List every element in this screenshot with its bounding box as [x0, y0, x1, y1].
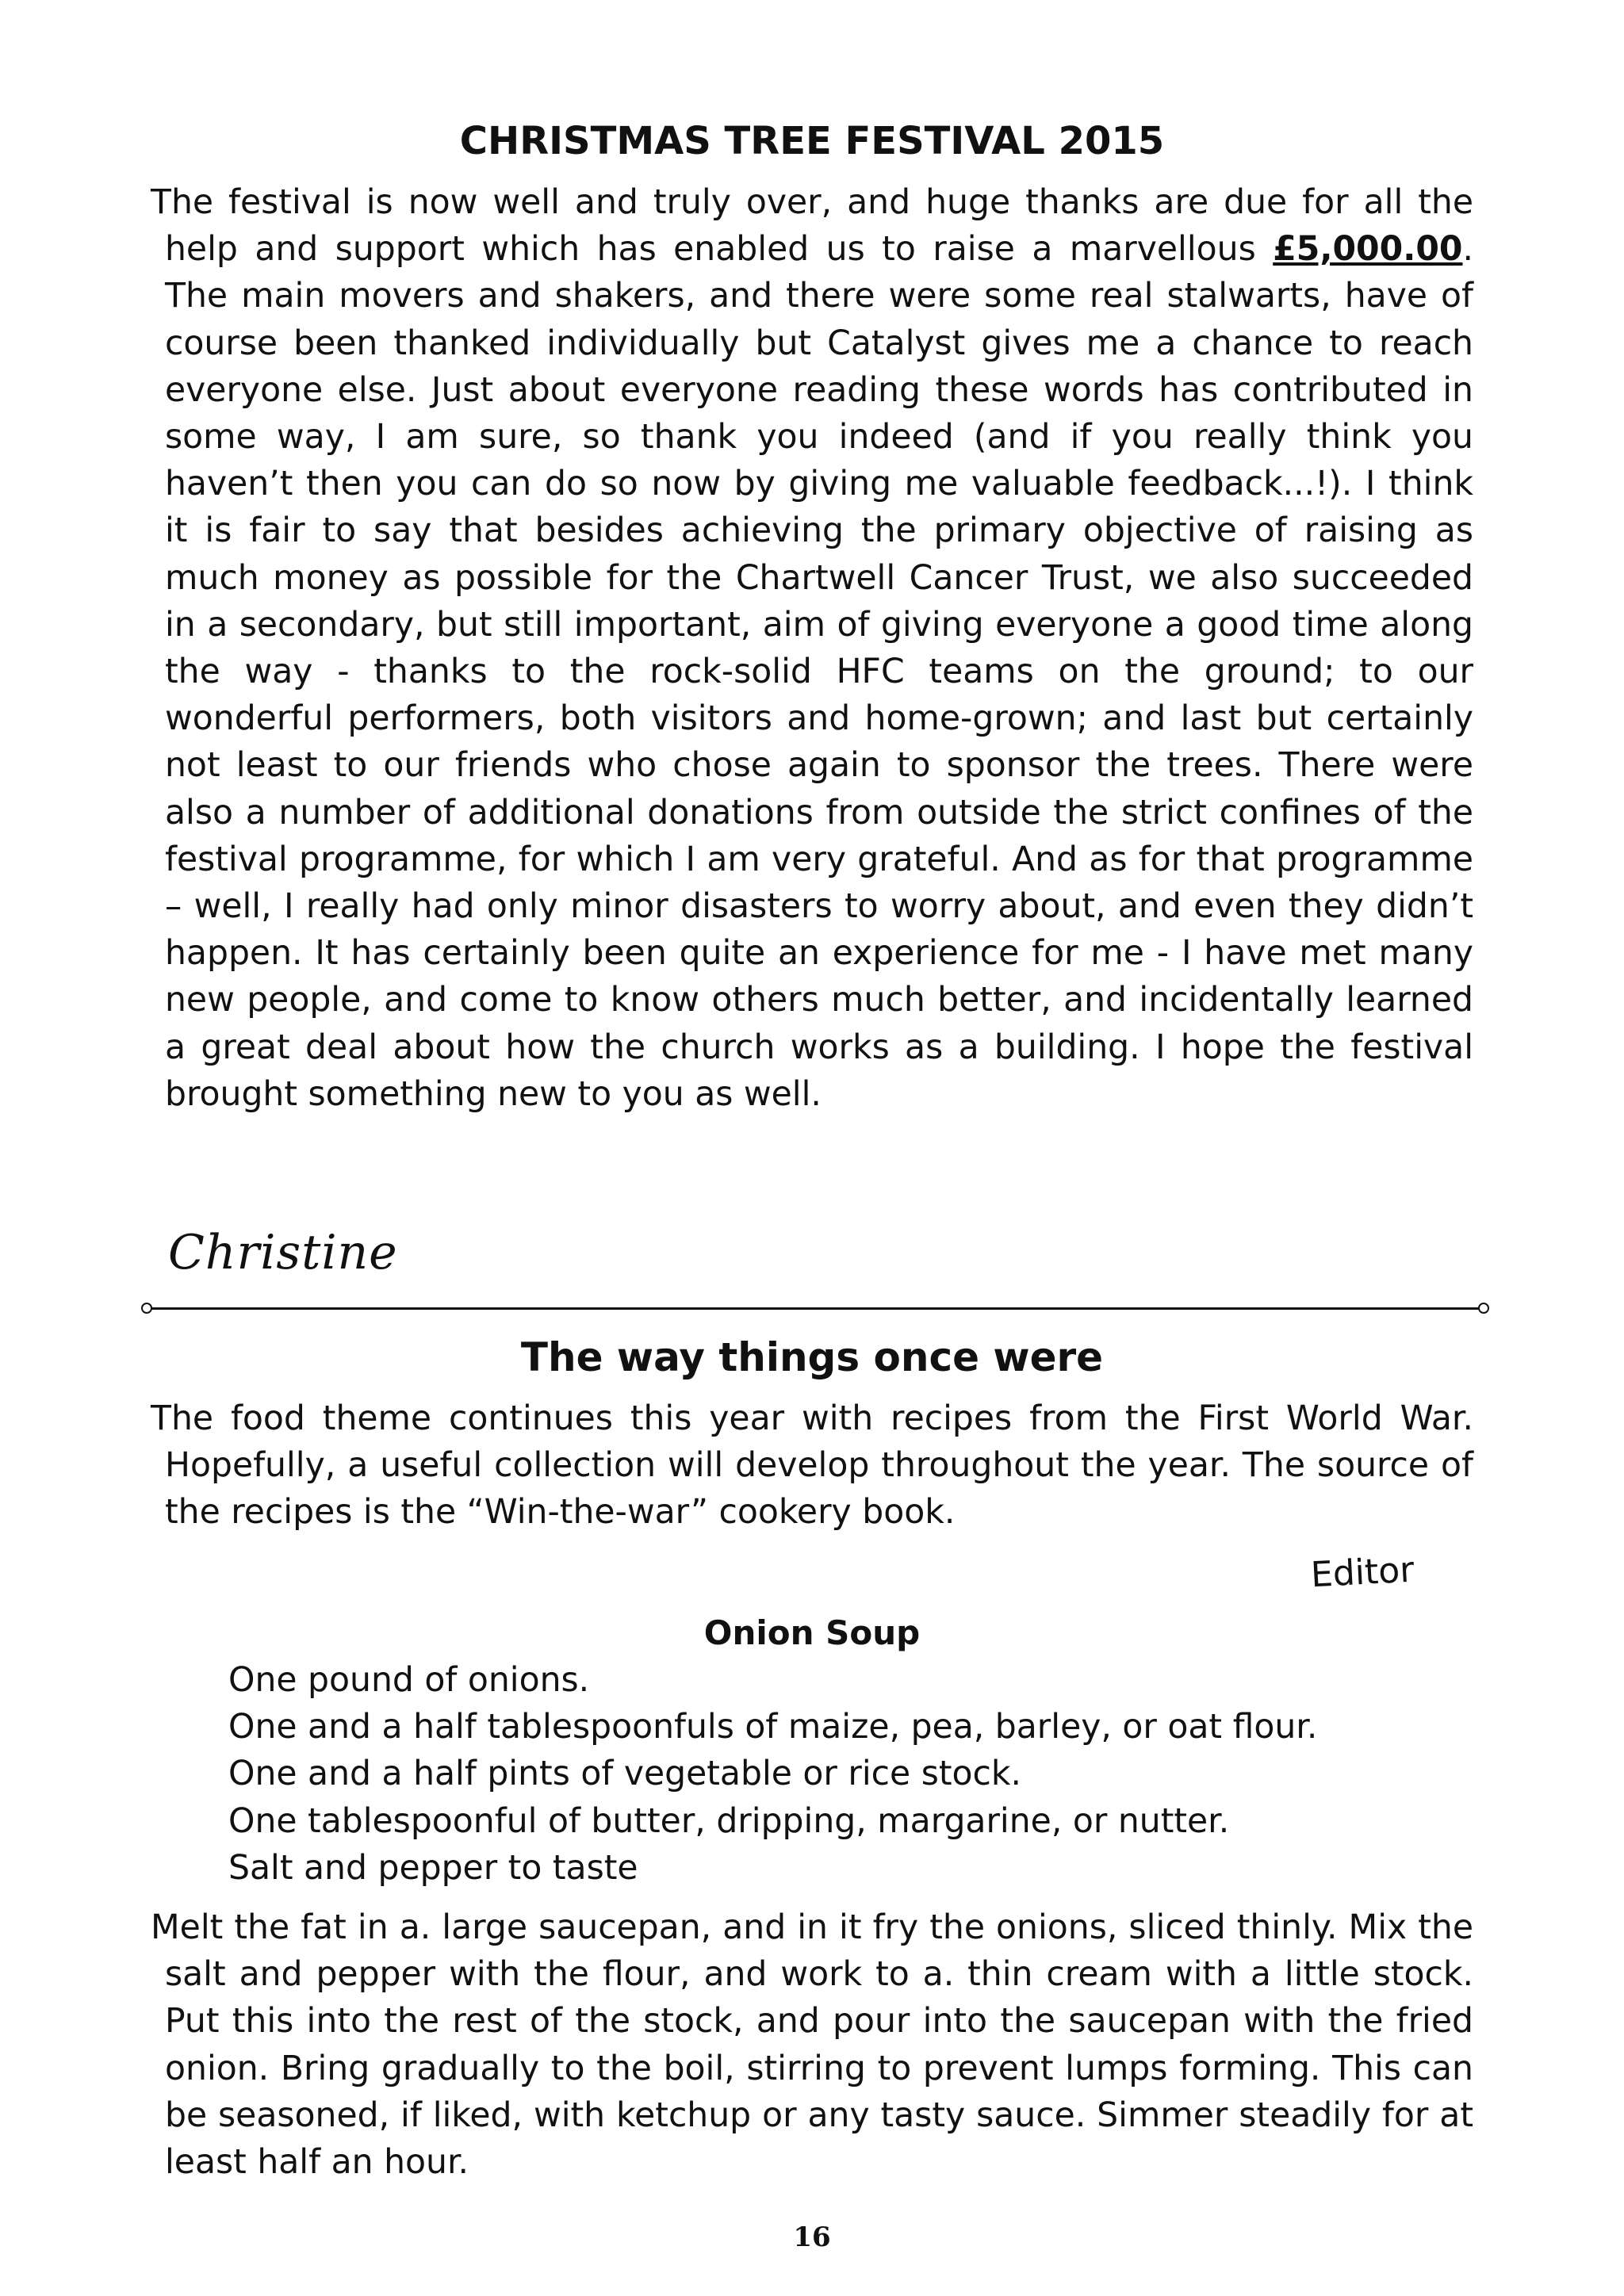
- ingredient-item: One and a half pints of vegetable or rice stock.: [228, 1755, 1021, 1794]
- divider-end-dot-left: [141, 1303, 152, 1314]
- section-divider: [141, 1300, 1489, 1316]
- divider-line: [149, 1307, 1481, 1310]
- ingredient-item: One pound of onions.: [228, 1661, 590, 1700]
- amount-raised: £5,000.00: [1273, 230, 1463, 270]
- signature-christine: Christine: [168, 1225, 398, 1280]
- history-intro: The food theme continues this year with recipes from the First World War. Hopefully, a useful collection will develop throughout the year. The source of the recipes is the “Win-the-war” cookery book.: [151, 1399, 1473, 1533]
- festival-body-rest: . The main movers and shakers, and there were some real stalwarts, have of course been thanked individually but Catalyst gives me a chance to reach everyone else. Just about everyone reading these words has contributed in some way, I am sure, so thank you indeed (and if you really think you haven’t then you can do so now by giving me valuable feedback...!). I think it is fair to say that besides achieving the primary objective of raising as much money as possible for the Chartwell Cancer Trust, we also succeeded in a secondary, but still important, aim of giving everyone a good time along the way - thanks to the rock-solid HFC teams on the ground; to our wonderful performers, both visitors and home-grown; and last but certainly not least to our friends who chose again to sponsor the trees. There were also a number of additional donations from outside the strict confines of the festival programme, for which I am very grateful. And as for that programme – well, I really had only minor disasters to worry about, and even they didn’t happen. It has certainly been quite an experience for me - I have met many new people, and come to know others much better, and incidentally learned a great deal about how the church works as a building. I hope the festival brought something new to you as well.: [165, 230, 1473, 1114]
- recipe-title: Onion Soup: [703, 1613, 921, 1652]
- festival-body-intro: The festival is now well and truly over, and huge thanks are due for all the help and support which has enabled us to raise a marvellous: [151, 183, 1473, 270]
- ingredient-item: One and a half tablespoonfuls of maize, pea, barley, or oat flour.: [228, 1708, 1318, 1747]
- page-number: 16: [793, 2221, 831, 2253]
- divider-end-dot-right: [1478, 1303, 1489, 1314]
- ingredient-item: Salt and pepper to taste: [228, 1848, 638, 1888]
- festival-body: [151, 179, 1473, 1118]
- recipe-method: Melt the fat in a. large saucepan, and in it fry the onions, sliced thinly. Mix the salt and pepper with the flour, and work to a. thin cream with a little stock. Put this into the rest of the stock, and pour into the saucepan with the fried onion. Bring gradually to the boil, stirring to prevent lumps forming. This can be seasoned, if liked, with ketchup or any tasty sauce. Simmer steadily for at least half an hour.: [151, 1908, 1473, 2183]
- history-title: The way things once were: [520, 1334, 1104, 1380]
- festival-title: CHRISTMAS TREE FESTIVAL 2015: [459, 119, 1165, 163]
- signature-editor: Editor: [1309, 1549, 1415, 1596]
- ingredient-list: [228, 1657, 1317, 1892]
- ingredient-item: One tablespoonful of butter, dripping, margarine, or nutter.: [228, 1801, 1230, 1841]
